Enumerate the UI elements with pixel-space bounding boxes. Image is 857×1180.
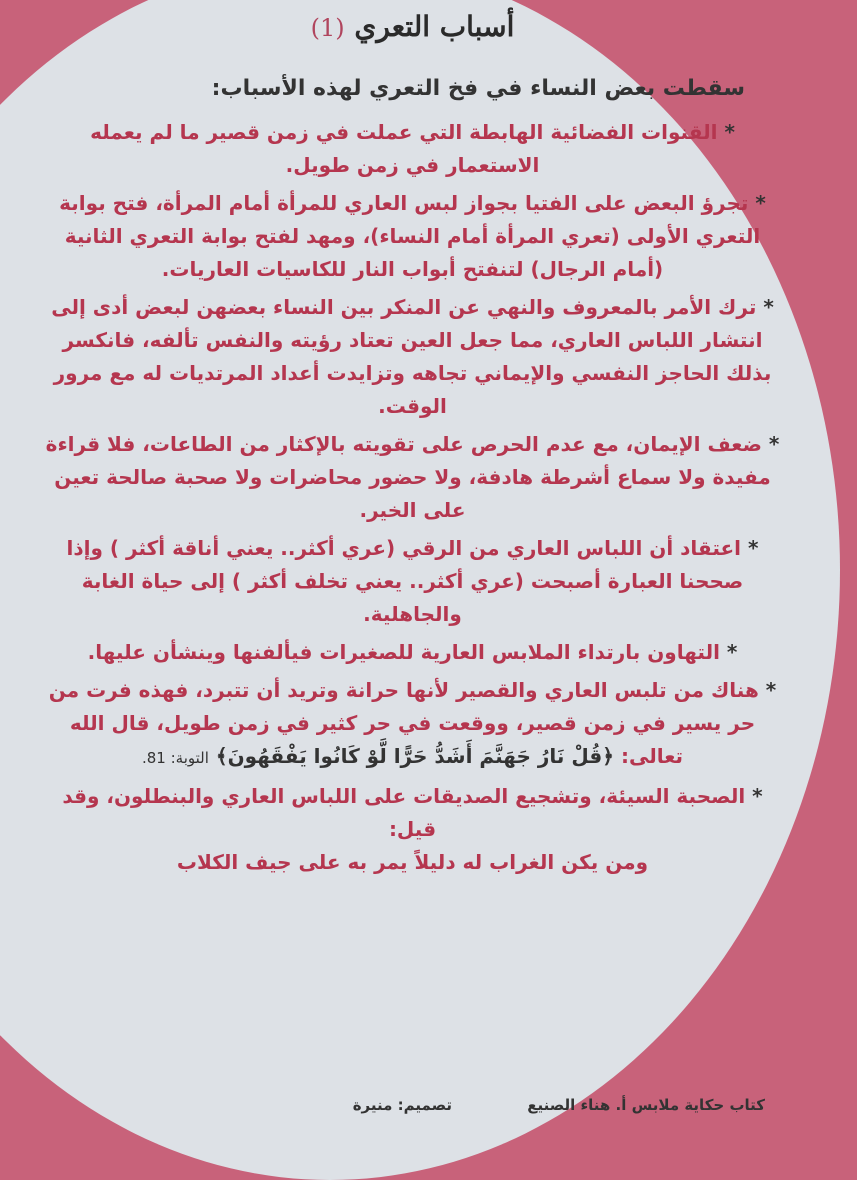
poem-line: ومن يكن الغراب له دليلاً يمر به على جيف الكلاب — [176, 850, 649, 874]
bullet-star: * — [726, 640, 738, 664]
bullet-star: * — [755, 191, 766, 215]
reason-item: * ضعف الإيمان، مع عدم الحرص على تقويته بالإكثار من الطاعات، فلا قراءة مفيدة ولا سماع أشرطة هادفة، ولا حضور محاضرات ولا صحبة صالحة تعين على الخير. — [45, 432, 780, 522]
title-number: (1) — [310, 14, 345, 42]
bullet-star: * — [747, 536, 759, 560]
reason-item: * الصحبة السيئة، وتشجيع الصديقات على اللباس العاري والبنطلون، وقد قيل: ومن يكن الغراب له دليلاً يمر به على جيف الكلاب — [62, 784, 763, 874]
reason-item: * القنوات الفضائية الهابطة التي عملت في زمن قصير ما لم يعمله الاستعمار في زمن طويل. — [90, 120, 735, 177]
footer-book: كتاب حكاية ملابس أ. هناء الصنيع — [527, 1096, 765, 1114]
reason-item: * تجرؤ البعض على الفتيا بجواز لبس العاري للمرأة أمام المرأة، فتح بوابة التعري الأولى (تعري المرأة أمام النساء)، ومهد لفتح بوابة التعري الثانية (أمام الرجال) لتنفتح أبواب النار للكاسيات العاريات. — [59, 191, 766, 281]
quran-verse: ﴿قُلْ نَارُ جَهَنَّمَ أَشَدُّ حَرًّا لَّوْ كَانُوا يَفْقَهُونَ﴾ — [215, 744, 614, 768]
footer-design: تصميم: منيرة — [352, 1096, 452, 1114]
bullet-star: * — [765, 678, 777, 702]
title-text: أسباب التعري — [354, 10, 515, 43]
intro-text: سقطت بعض النساء في فخ التعري لهذه الأسباب: — [211, 76, 745, 101]
reason-item: * التهاون بارتداء الملابس العارية للصغيرات فيألفنها وينشأن عليها. — [87, 640, 738, 664]
bullet-star: * — [768, 432, 780, 456]
reason-item-verse: * هناك من تلبس العاري والقصير لأنها حرانة وتريد أن تتبرد، فهذه فرت من حر يسير في زمن قصير، ووقعت في حر كثير في زمن طويل، قال الله تعالى: ﴿قُلْ نَارُ جَهَنَّمَ أَشَدُّ حَرًّا لَّوْ كَانُوا يَفْقَهُونَ﴾ التوبة: 81. — [48, 678, 777, 768]
verse-source: التوبة: 81. — [141, 749, 209, 767]
reasons-list — [40, 116, 785, 884]
reason-item: * ترك الأمر بالمعروف والنهي عن المنكر بين النساء بعضهن لبعض أدى إلى انتشار اللباس العاري، مما جعل العين تعتاد رؤيته والنفس تألفه، فانكسر بذلك الحاجز النفسي والإيماني تجاهه وتزايدت أعداد المرتديات له مع مرور الوقت. — [51, 295, 774, 418]
bullet-star: * — [724, 120, 735, 144]
footer — [40, 1096, 785, 1114]
page-title — [40, 10, 785, 43]
bullet-star: * — [763, 295, 774, 319]
bullet-star: * — [752, 784, 763, 808]
reason-item: * اعتقاد أن اللباس العاري من الرقي (عري أكثر.. يعني أناقة أكثر ) وإذا صححنا العبارة أصبحت (عري أكثر.. يعني تخلف أكثر ) إلى حياة الغابة والجاهلية. — [66, 536, 759, 626]
content — [40, 0, 785, 1127]
